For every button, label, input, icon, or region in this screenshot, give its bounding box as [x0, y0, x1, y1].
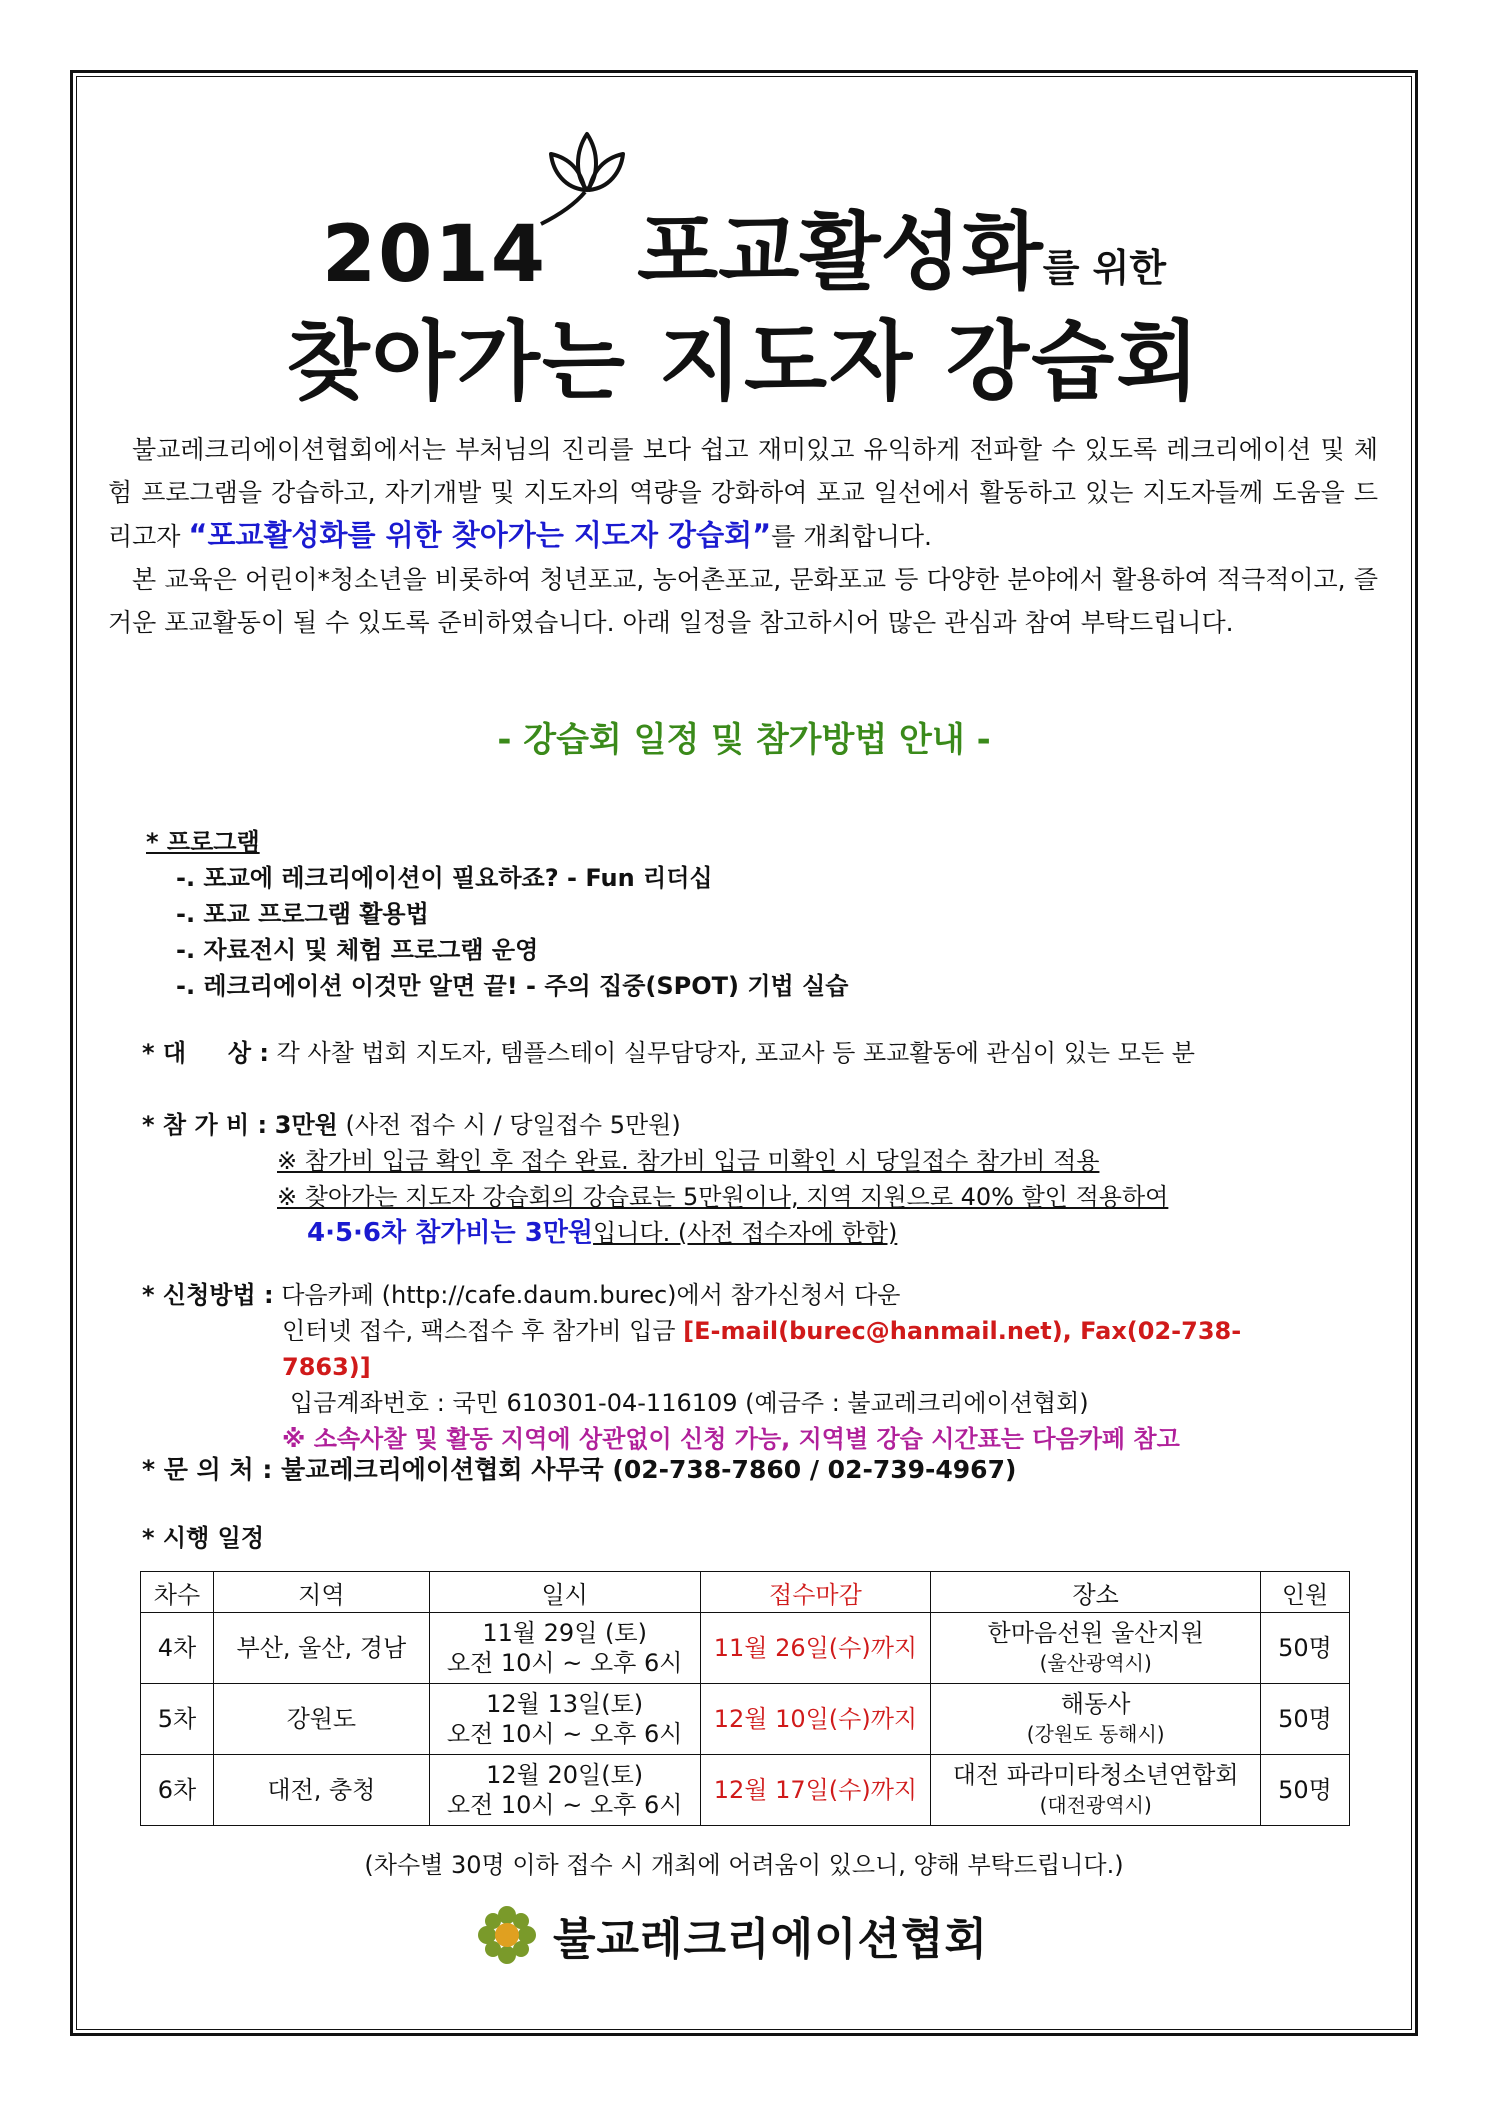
- place-name: 해동사: [1060, 1690, 1131, 1718]
- cell-date: 12월 13일(토): [486, 1690, 644, 1718]
- title-line-2: 찾아가는 지도자 강습회: [286, 312, 1202, 412]
- intro-text: [108, 428, 1378, 644]
- cell-place: [931, 1613, 1261, 1684]
- place-name: 대전 파라미타청소년연합회: [952, 1761, 1239, 1789]
- cell-time: 오전 10시 ~ 오후 6시: [446, 1791, 683, 1819]
- cell-datetime: [429, 1613, 700, 1684]
- cell-people: 50명: [1261, 1755, 1350, 1826]
- apply-note: ※ 소속사찰 및 활동 지역에 상관없이 신청 가능, 지역별 강습 시간표는 다음카페 참고: [282, 1425, 1180, 1453]
- cell-region: 강원도: [213, 1684, 429, 1755]
- place-city: (울산광역시): [1039, 1651, 1152, 1675]
- cell-people: 50명: [1261, 1613, 1350, 1684]
- program-item: -. 자료전시 및 체험 프로그램 운영: [176, 936, 539, 964]
- flower-emblem-icon: [475, 1903, 539, 1967]
- fee-label: * 참 가 비 :: [142, 1111, 268, 1139]
- cell-time: 오전 10시 ~ 오후 6시: [446, 1649, 683, 1677]
- fee-note-2: ※ 찾아가는 지도자 강습회의 강습료는 5만원이나, 지역 지원으로 40% 할인 적용하여: [277, 1183, 1169, 1211]
- cell-region: 대전, 충청: [213, 1755, 429, 1826]
- cell-place: [931, 1684, 1261, 1755]
- cell-round: 5차: [141, 1684, 214, 1755]
- header-datetime: 일시: [429, 1572, 700, 1613]
- fee-note-3: 입니다. (사전 접수자에 한함): [593, 1219, 898, 1247]
- header-people: 인원: [1261, 1572, 1350, 1613]
- header-region: 지역: [213, 1572, 429, 1613]
- association-logo: [475, 1900, 988, 1970]
- apply-section: [142, 1277, 1292, 1457]
- header-deadline: 접수마감: [700, 1572, 931, 1613]
- table-row: [141, 1684, 1350, 1755]
- title-year: 2014: [321, 210, 547, 300]
- fee-amount-note: (사전 접수 시 / 당일접수 5만원): [345, 1111, 681, 1139]
- intro-p1: 불교레크리에이션협회에서는 부처님의 진리를 보다 쉽고 재미있고 유익하게 전파할 수 있도록 레크리에이션 및 체험 프로그램을 강습하고, 자기개발 및 지도자의 역량을 강화하여 포교 일선에서 활동하고 있는 지도자들께 도움을 드리고자: [108, 435, 1378, 551]
- section-title: - 강습회 일정 및 참가방법 안내 -: [497, 720, 991, 760]
- target-text: 각 사찰 법회 지도자, 템플스테이 실무담당자, 포교사 등 포교활동에 관심이 있는 모든 분: [276, 1039, 1195, 1067]
- header-place: 장소: [931, 1572, 1261, 1613]
- table-header-row: [141, 1572, 1350, 1613]
- cell-deadline: 12월 10일(수)까지: [700, 1684, 931, 1755]
- cell-date: 11월 29일 (토): [482, 1619, 647, 1647]
- fee-discount-highlight: 4·5·6차 참가비는 3만원: [307, 1218, 594, 1248]
- fee-amount: 3만원: [274, 1111, 338, 1139]
- fee-note-1: ※ 참가비 입금 확인 후 접수 완료. 참가비 입금 미확인 시 당일접수 참가비 적용: [277, 1147, 1100, 1175]
- cell-people: 50명: [1261, 1684, 1350, 1755]
- target-section: [142, 1035, 1195, 1071]
- header-round: 차수: [141, 1572, 214, 1613]
- program-item: -. 포교에 레크리에이션이 필요하죠? - Fun 리더십: [176, 864, 713, 892]
- place-city: (대전광역시): [1039, 1793, 1152, 1817]
- cell-round: 4차: [141, 1613, 214, 1684]
- association-name: 불교레크리에이션협회: [553, 1914, 989, 1965]
- program-section: [142, 824, 848, 1004]
- cell-datetime: [429, 1755, 700, 1826]
- program-items: [142, 860, 848, 1004]
- title-suffix: 를 위한: [1042, 246, 1167, 290]
- cell-datetime: [429, 1684, 700, 1755]
- title-main: 포교활성화: [637, 203, 1043, 301]
- program-label: * 프로그램: [146, 828, 260, 856]
- apply-line-1: 다음카페 (http://cafe.daum.burec)에서 참가신청서 다운: [281, 1281, 901, 1309]
- target-label: * 대 상 :: [142, 1039, 270, 1067]
- cell-region: 부산, 울산, 경남: [213, 1613, 429, 1684]
- cell-date: 12월 20일(토): [486, 1761, 644, 1789]
- program-item: -. 레크리에이션 이것만 알면 끝! - 주의 집중(SPOT) 기법 실습: [176, 972, 849, 1000]
- cell-deadline: 11월 26일(수)까지: [700, 1613, 931, 1684]
- footnote: (차수별 30명 이하 접수 시 개최에 어려움이 있으니, 양해 부탁드립니다.): [364, 1851, 1124, 1879]
- cell-round: 6차: [141, 1755, 214, 1826]
- place-city: (강원도 동해시): [1026, 1722, 1165, 1746]
- table-row: [141, 1755, 1350, 1826]
- intro-highlight: “포교활성화를 위한 찾아가는 지도자 강습회”: [188, 518, 772, 552]
- apply-label: * 신청방법 :: [142, 1281, 274, 1309]
- cell-place: [931, 1755, 1261, 1826]
- program-item: -. 포교 프로그램 활용법: [176, 900, 429, 928]
- cell-deadline: 12월 17일(수)까지: [700, 1755, 931, 1826]
- contact-section: * 문 의 처 : 불교레크리에이션협회 사무국 (02-738-7860 / 02-739-4967): [142, 1455, 1017, 1484]
- cell-time: 오전 10시 ~ 오후 6시: [446, 1720, 683, 1748]
- apply-contact-info: [E-mail(burec@hanmail.net), Fax(02-738-7863)]: [282, 1317, 1242, 1381]
- intro-p1-end: 를 개최합니다.: [771, 522, 932, 551]
- apply-account: 입금계좌번호 : 국민 610301-04-116109 (예금주 : 불교레크리에이션협회): [290, 1389, 1089, 1417]
- title-line-1: [0, 185, 1488, 301]
- table-row: [141, 1613, 1350, 1684]
- fee-section: [142, 1107, 1242, 1247]
- intro-p2: 본 교육은 어린이*청소년을 비롯하여 청년포교, 농어촌포교, 문화포교 등 다양한 분야에서 활용하여 적극적이고, 즐거운 포교활동이 될 수 있도록 준비하였습니다. 아래 일정을 참고하시어 많은 관심과 참여 부탁드립니다.: [108, 565, 1378, 637]
- apply-line-2: 인터넷 접수, 팩스접수 후 참가비 입금: [282, 1317, 684, 1345]
- schedule-label: * 시행 일정: [142, 1524, 264, 1552]
- schedule-table: [140, 1571, 1350, 1826]
- place-name: 한마음선원 울산지원: [987, 1619, 1204, 1647]
